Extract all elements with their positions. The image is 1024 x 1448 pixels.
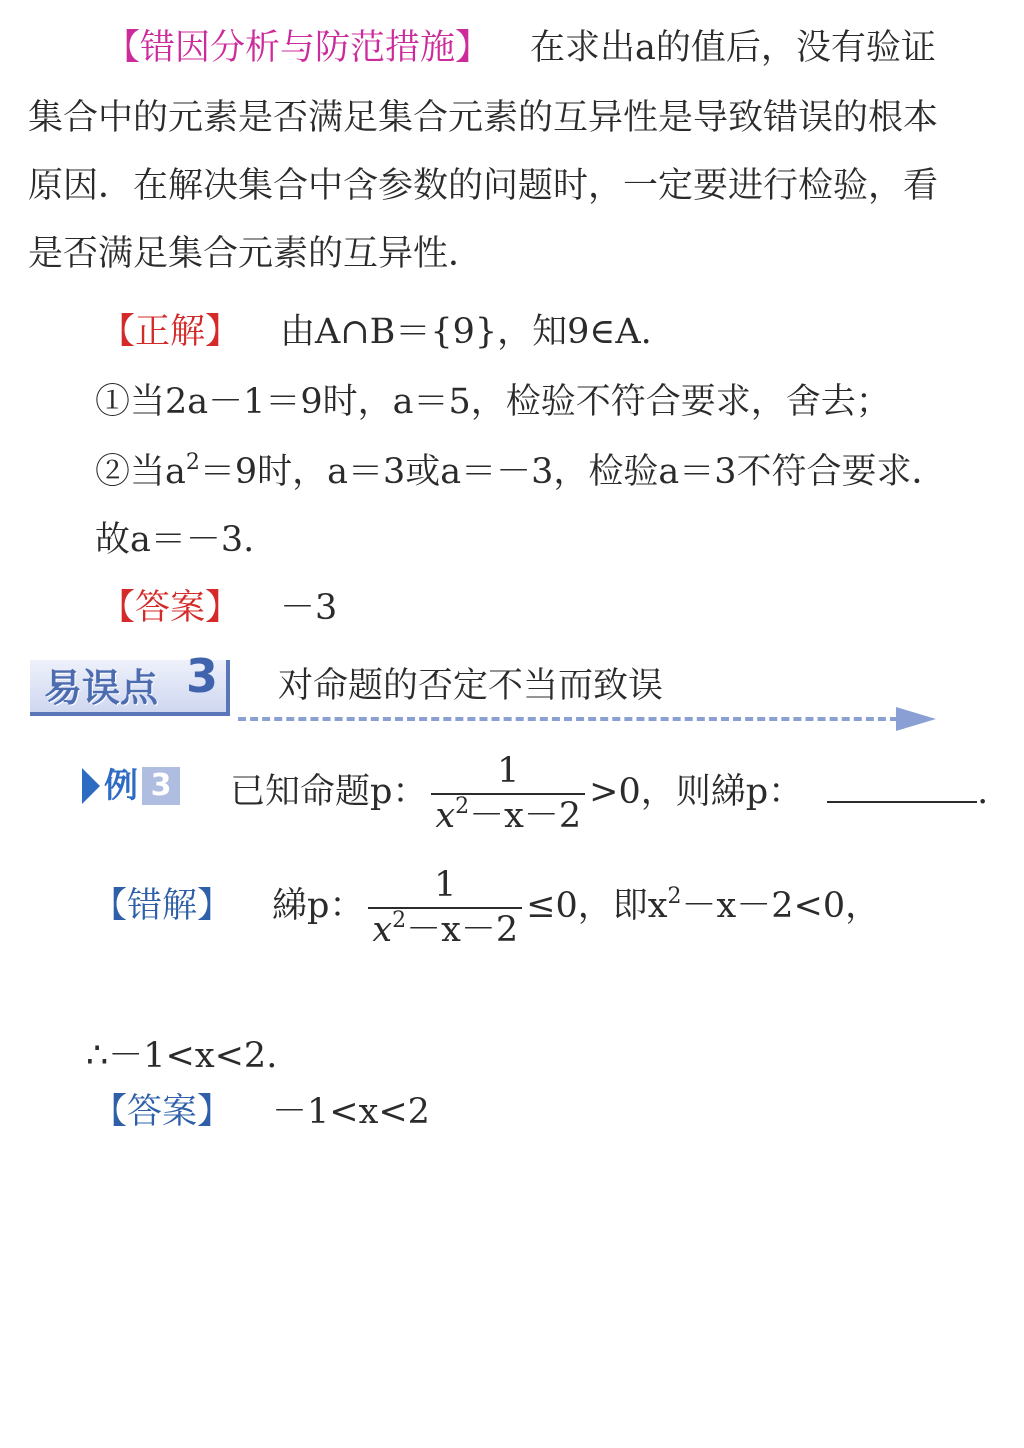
example-label: 例: [104, 766, 138, 806]
correct-tag: 【正解】: [100, 312, 241, 352]
correct-case-1: ①当2a－1＝9时，a＝5，检验不符合要求，舍去；: [95, 382, 891, 422]
section-badge-number: 3: [185, 649, 218, 703]
arrow-right-icon: [896, 707, 936, 731]
answer-1-value: －3: [280, 588, 338, 628]
answer-1-line: [100, 586, 337, 630]
analysis-text-1: 在求出a的值后，没有验证: [530, 28, 936, 68]
case2-exponent: 2: [185, 450, 200, 475]
correct-case-2: [95, 450, 947, 494]
example-end: .: [977, 772, 989, 812]
example-problem: [230, 752, 988, 834]
example-suffix: >0，则綈p：: [589, 772, 804, 812]
example-fraction-denominator: $x^2-x-2$: [431, 793, 585, 834]
wrong-fraction-denominator: $x^2-x-2$: [368, 907, 522, 948]
wrong-fraction: [368, 864, 522, 950]
example-fraction-numerator: 1: [497, 750, 520, 791]
wrong-solution-line: [92, 866, 880, 948]
answer-2-line: [92, 1090, 430, 1134]
wrong-fraction-numerator: 1: [434, 864, 457, 905]
wrong-prefix: 綈p：: [272, 886, 365, 926]
analysis-line-3: 原因．在解决集合中含参数的问题时，一定要进行检验，看: [28, 166, 939, 206]
section-badge: [30, 649, 230, 716]
correct-solution-line: [100, 310, 652, 354]
analysis-tag: 【错因分析与防范措施】: [105, 28, 491, 68]
example-fraction: [431, 750, 585, 836]
answer-1-tag: 【答案】: [100, 588, 241, 628]
wrong-suffix-exponent: 2: [667, 884, 682, 909]
section-title: 对命题的否定不当而致误: [278, 666, 664, 706]
wrong-suffix-1: ≤0，即x: [526, 886, 668, 926]
correct-text: 由A∩B＝{9}，知9∈A.: [280, 312, 652, 352]
section-divider: [238, 717, 898, 721]
triangle-right-icon: [82, 768, 100, 804]
section-badge-text: 易误点: [44, 666, 159, 710]
case2-suffix: ＝9时，a＝3或a＝－3，检验a＝3不符合要求．: [199, 452, 947, 492]
answer-blank: [827, 771, 977, 803]
analysis-line-1: [105, 26, 936, 70]
answer-2-value: －1<x<2: [272, 1092, 430, 1132]
correct-conclusion: 故a＝－3.: [95, 520, 255, 560]
example-number: 3: [142, 767, 180, 805]
example-badge: [82, 764, 180, 808]
example-prefix: 已知命题p：: [230, 772, 428, 812]
wrong-therefore: ∴－1<x<2.: [86, 1036, 278, 1076]
case2-prefix: ②当a: [95, 452, 186, 492]
answer-2-tag: 【答案】: [92, 1092, 233, 1132]
analysis-line-2: 集合中的元素是否满足集合元素的互异性是导致错误的根本: [28, 98, 939, 138]
analysis-line-4: 是否满足集合元素的互异性．: [28, 234, 484, 274]
wrong-suffix-2: －x－2<0，: [681, 886, 881, 926]
wrong-tag: 【错解】: [92, 886, 233, 926]
